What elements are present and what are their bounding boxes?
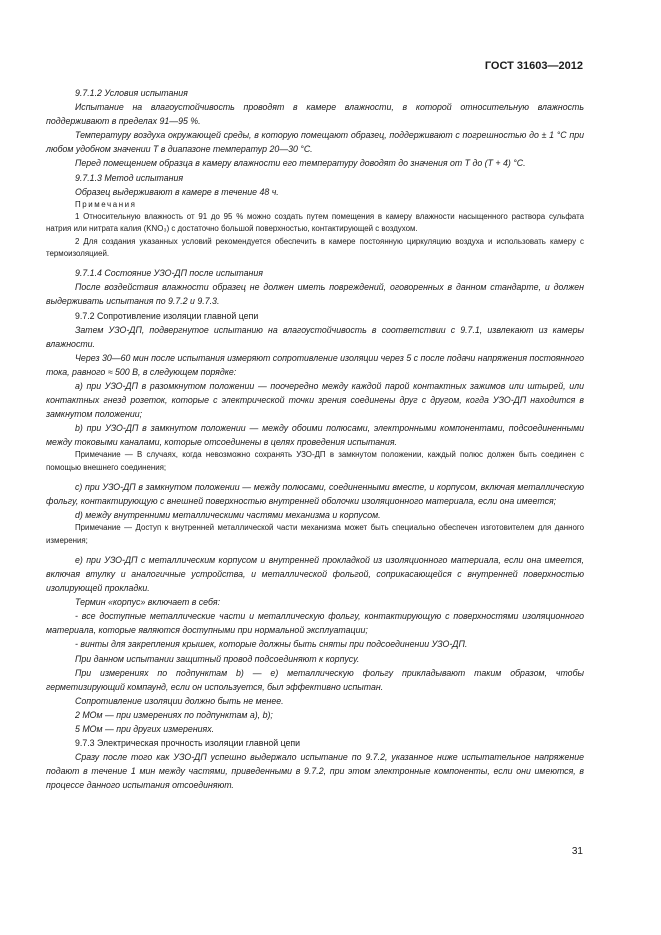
note-paragraph: 2 Для создания указанных условий рекомендуется обеспечить в камере постоянную циркуляцию воздуха и использовать камеру с термоизоляцией.	[46, 236, 584, 258]
paragraph: d) между внутренними металлическими частями механизма и корпусом.	[75, 510, 381, 521]
paragraph: 9.7.1.4 Состояние УЗО-ДП после испытания	[75, 268, 263, 279]
note-paragraph: Примечание — Доступ к внутренней металлической части механизма может быть специально обеспечен изготовителем для данного измерения;	[46, 523, 584, 545]
paragraph: - все доступные металлические части и металлическую фольгу, контактирующую с поверхностями изоляционного материала, которые являются доступными при нормальной эксплуатации;	[46, 611, 584, 636]
paragraph: c) при УЗО-ДП в замкнутом положении — между полюсами, соединенными вместе, и корпусом, включая металлическую фольгу, контактирующую с внешней поверхностью внутренней оболочки изоляционного материала, если она имеется;	[46, 482, 584, 507]
paragraph: 9.7.3 Электрическая прочность изоляции главной цепи	[75, 738, 301, 749]
standard-header: ГОСТ 31603—2012	[484, 60, 583, 72]
paragraph: Перед помещением образца в камеру влажности его температуру доводят до значения от Т до (Т + 4) °С.	[75, 158, 526, 169]
paragraph: 2 МОм — при измерениях по подпунктам a), b);	[75, 709, 273, 720]
paragraph: Затем УЗО-ДП, подвергнутое испытанию на влагоустойчивость в соответствии с 9.7.1, извлекают из камеры влажности.	[46, 324, 584, 349]
paragraph: b) при УЗО-ДП в замкнутом положении — между обоими полюсами, электронными компонентами, подсоединенными между токовыми каналами, которые отсоединены в целях проведения испытания.	[46, 423, 584, 448]
page-number: 31	[571, 846, 583, 857]
paragraph: Температуру воздуха окружающей среды, в которую помещают образец, поддерживают с погрешностью до ± 1 °С при любом удобном значении Т в диапазоне температур 20—30 °С.	[46, 130, 584, 155]
note-paragraph: Примечания	[75, 199, 137, 209]
note-paragraph: 1 Относительную влажность от 91 до 95 % можно создать путем помещения в камеру влажности насыщенного раствора сульфата натрия или нитрата калия (KNO₃) с достаточно большой поверхностью, контактирующей с воздухом.	[46, 212, 584, 234]
paragraph: 9.7.1.3 Метод испытания	[75, 172, 184, 183]
paragraph: 9.7.2 Сопротивление изоляции главной цепи	[75, 310, 259, 321]
paragraph: Образец выдерживают в камере в течение 48 ч.	[75, 186, 279, 197]
paragraph: После воздействия влажности образец не должен иметь повреждений, оговоренных в данном стандарте, и должен выдерживать испытания по 9.7.2 и 9.7.3.	[46, 282, 584, 307]
paragraph: a) при УЗО-ДП в разомкнутом положении — поочередно между каждой парой контактных зажимов или штырей, или контактных гнезд розеток, которые с электрической точки зрения соединены друг с другом, когда УЗО-ДП находится в замкнутом положении;	[46, 380, 584, 420]
paragraph: Термин «корпус» включает в себя:	[75, 597, 221, 608]
note-paragraph: Примечание — В случаях, когда невозможно сохранять УЗО-ДП в замкнутом положении, каждый полюс должен быть соединен с помощью внешнего соединения;	[46, 450, 584, 472]
paragraph: Сразу после того как УЗО-ДП успешно выдержало испытание по 9.7.2, указанное ниже испытательное напряжение подают в течение 1 мин между частями, приведенными в 9.7.2, при этом электронные компоненты, если они имеются, в процессе данного испытания отсоединяют.	[46, 752, 584, 791]
paragraph: При измерениях по подпунктам b) — e) металлическую фольгу прикладывают таким образом, чтобы герметизирующий компаунд, если он используется, был эффективно испытан.	[46, 667, 584, 692]
paragraph: Сопротивление изоляции должно быть не менее.	[75, 695, 284, 706]
paragraph: Через 30—60 мин после испытания измеряют сопротивление изоляции через 5 с после подачи напряжения постоянного тока, равного ≈ 500 В, в следующем порядке:	[46, 352, 584, 377]
paragraph: - винты для закрепления крышек, которые должны быть сняты при подсоединении УЗО-ДП.	[75, 639, 468, 650]
paragraph: 5 МОм — при других измерениях.	[75, 724, 215, 735]
paragraph: 9.7.1.2 Условия испытания	[75, 88, 188, 98]
paragraph: Испытание на влагоустойчивость проводят в камере влажности, в которой относительную влажность поддерживают в пределах 91—95 %.	[46, 102, 584, 127]
paragraph: e) при УЗО-ДП с металлическим корпусом и внутренней прокладкой из изоляционного материала, если она имеется, включая втулку и аналогичные устройства, и металлической фольгой, соприкасающейся с внутренней поверхностью изолирующей прокладки.	[46, 554, 584, 594]
page-content	[46, 86, 584, 793]
paragraph: При данном испытании защитный провод подсоединяют к корпусу.	[75, 653, 360, 664]
